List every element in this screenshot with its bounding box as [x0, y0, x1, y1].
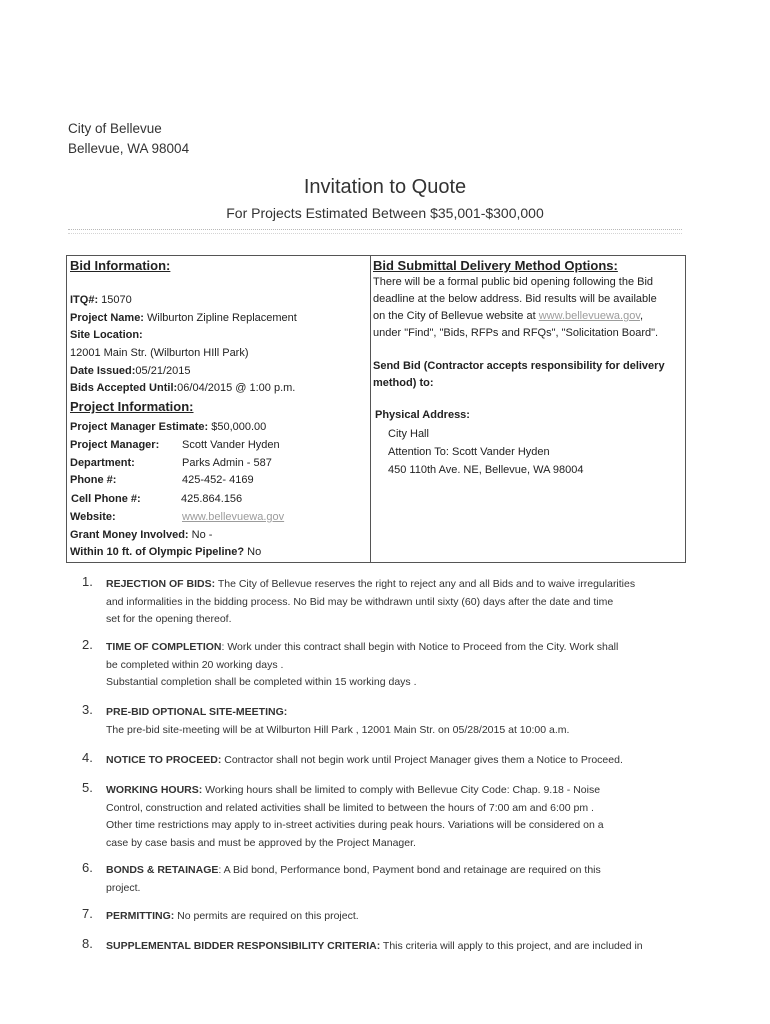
- department-value: Parks Admin - 587: [182, 457, 272, 469]
- department-row: [70, 457, 366, 469]
- itq-row: [70, 294, 132, 306]
- phone-row: [70, 474, 366, 486]
- project-manager-value: Scott Vander Hyden: [182, 439, 280, 451]
- grant-value: No -: [188, 529, 213, 541]
- website-label: Website:: [70, 511, 116, 523]
- project-name-label: Project Name:: [70, 312, 144, 324]
- site-location-value: 12001 Main Str. (Wilburton HIll Park): [70, 347, 249, 359]
- org-address: Bellevue, WA 98004: [68, 141, 190, 156]
- item-text: SUPPLEMENTAL BIDDER RESPONSIBILITY CRITERIA: This criteria will apply to this project, and are included in: [106, 940, 643, 952]
- org-name: City of Bellevue: [68, 121, 162, 136]
- delivery-method-heading: Bid Submittal Delivery Method Options:: [373, 258, 618, 273]
- item-number: 5.: [82, 780, 93, 795]
- item-label: SUPPLEMENTAL BIDDER RESPONSIBILITY CRITERIA:: [106, 940, 381, 952]
- project-manager-label: Project Manager:: [70, 439, 160, 451]
- item-text: REJECTION OF BIDS: The City of Bellevue reserves the right to reject any and all Bids and to waive irregularities and informalities in the bidding process. No Bid may be withdrawn until sixty (60) days after the date and time set for the opening thereof.: [106, 578, 636, 625]
- estimate-row: [70, 421, 266, 433]
- project-information-heading: Project Information:: [70, 399, 194, 414]
- delivery-text-line-2: deadline at the below address. Bid results will be available: [373, 293, 657, 305]
- delivery-text-line-3-post: ,: [640, 310, 644, 322]
- phone-value: 425-452- 4169: [182, 474, 254, 486]
- document-subtitle: For Projects Estimated Between $35,001-$300,000: [226, 205, 544, 221]
- website-link[interactable]: www.bellevuewa.gov: [182, 511, 285, 523]
- item-number: 1.: [82, 574, 93, 589]
- address-line-3: 450 110th Ave. NE, Bellevue, WA 98004: [388, 464, 584, 476]
- grant-row: [70, 529, 212, 541]
- bids-accepted-row: [70, 382, 295, 394]
- item-text: PERMITTING: No permits are required on this project.: [106, 910, 359, 922]
- item-label: REJECTION OF BIDS:: [106, 578, 216, 590]
- pipeline-value: No: [244, 546, 262, 558]
- site-location-label: Site Location:: [70, 329, 143, 341]
- item-number: 3.: [82, 702, 93, 717]
- item-label: TIME OF COMPLETION: [106, 641, 222, 653]
- bellevue-website-link[interactable]: www.bellevuewa.gov: [538, 310, 641, 322]
- grant-label: Grant Money Involved:: [70, 529, 189, 541]
- delivery-text-line-3-pre: on the City of Bellevue website at: [373, 310, 539, 322]
- estimate-value: $50,000.00: [211, 421, 267, 433]
- send-bid-line-2: method) to:: [373, 377, 434, 389]
- cell-phone-value: 425.864.156: [181, 493, 243, 505]
- delivery-text-line-3: [373, 310, 643, 322]
- send-bid-line-1: Send Bid (Contractor accepts responsibility for delivery: [373, 360, 665, 372]
- item-label: PRE-BID OPTIONAL SITE-MEETING:: [106, 706, 288, 718]
- itq-label: ITQ#:: [70, 294, 99, 306]
- cell-phone-row: [71, 493, 367, 505]
- item-number: 8.: [82, 936, 93, 951]
- item-label: WORKING HOURS:: [106, 784, 203, 796]
- item-text: NOTICE TO PROCEED: Contractor shall not begin work until Project Manager gives them a Notice to Proceed.: [106, 754, 623, 766]
- date-issued-value: 05/21/2015: [135, 365, 191, 377]
- pipeline-label: Within 10 ft. of Olympic Pipeline?: [70, 546, 245, 558]
- physical-address-label: Physical Address:: [375, 409, 470, 421]
- title-divider: [68, 229, 682, 234]
- project-manager-row: [70, 439, 366, 451]
- info-table: [66, 255, 686, 563]
- column-divider: [370, 256, 371, 562]
- document-title: Invitation to Quote: [303, 176, 467, 198]
- project-name-value: Wilburton Zipline Replacement: [143, 312, 297, 324]
- item-number: 7.: [82, 906, 93, 921]
- pipeline-row: [70, 546, 261, 558]
- website-row: [70, 511, 366, 523]
- date-issued-label: Date Issued:: [70, 365, 136, 377]
- item-number: 6.: [82, 860, 93, 875]
- bids-accepted-value: 06/04/2015 @ 1:00 p.m.: [177, 382, 296, 394]
- bids-accepted-label: Bids Accepted Until:: [70, 382, 178, 394]
- item-text: WORKING HOURS: Working hours shall be limited to comply with Bellevue City Code: Chap. 9.18 - Noise Control, construction and related activities shall be limited to between the hours of 7:00 am and 6:00 pm . Other time restrictions may apply to in-street activities during peak hours. Variations will be considered on a case by case basis and must be approved by the Project Manager.: [106, 784, 604, 849]
- bid-information-heading: Bid Information:: [70, 258, 171, 273]
- item-text: BONDS & RETAINAGE: A Bid bond, Performance bond, Payment bond and retainage are required on this project.: [106, 864, 601, 894]
- address-line-2: Attention To: Scott Vander Hyden: [388, 446, 550, 458]
- cell-phone-label: Cell Phone #:: [71, 493, 141, 505]
- address-line-1: City Hall: [388, 428, 429, 440]
- item-number: 4.: [82, 750, 93, 765]
- phone-label: Phone #:: [70, 474, 117, 486]
- department-label: Department:: [70, 457, 135, 469]
- itq-value: 15070: [98, 294, 132, 306]
- document-header: [68, 119, 189, 159]
- delivery-text-line-4: under "Find", "Bids, RFPs and RFQs", "Solicitation Board".: [373, 327, 659, 339]
- item-label: PERMITTING:: [106, 910, 175, 922]
- delivery-text-line-1: There will be a formal public bid opening following the Bid: [373, 276, 654, 288]
- date-issued-row: [70, 365, 190, 377]
- project-name-row: [70, 312, 297, 324]
- estimate-label: Project Manager Estimate:: [70, 421, 209, 433]
- item-number: 2.: [82, 637, 93, 652]
- item-text: PRE-BID OPTIONAL SITE-MEETING: The pre-bid site-meeting will be at Wilburton Hill Park , 12001 Main Str. on 05/28/2015 at 10:00 a.m.: [106, 706, 570, 736]
- item-text: TIME OF COMPLETION: Work under this contract shall begin with Notice to Proceed from the City. Work shall be completed within 20 working days . Substantial completion shall be completed within 15 working days .: [106, 641, 619, 688]
- item-label: NOTICE TO PROCEED:: [106, 754, 222, 766]
- item-label: BONDS & RETAINAGE: [106, 864, 219, 876]
